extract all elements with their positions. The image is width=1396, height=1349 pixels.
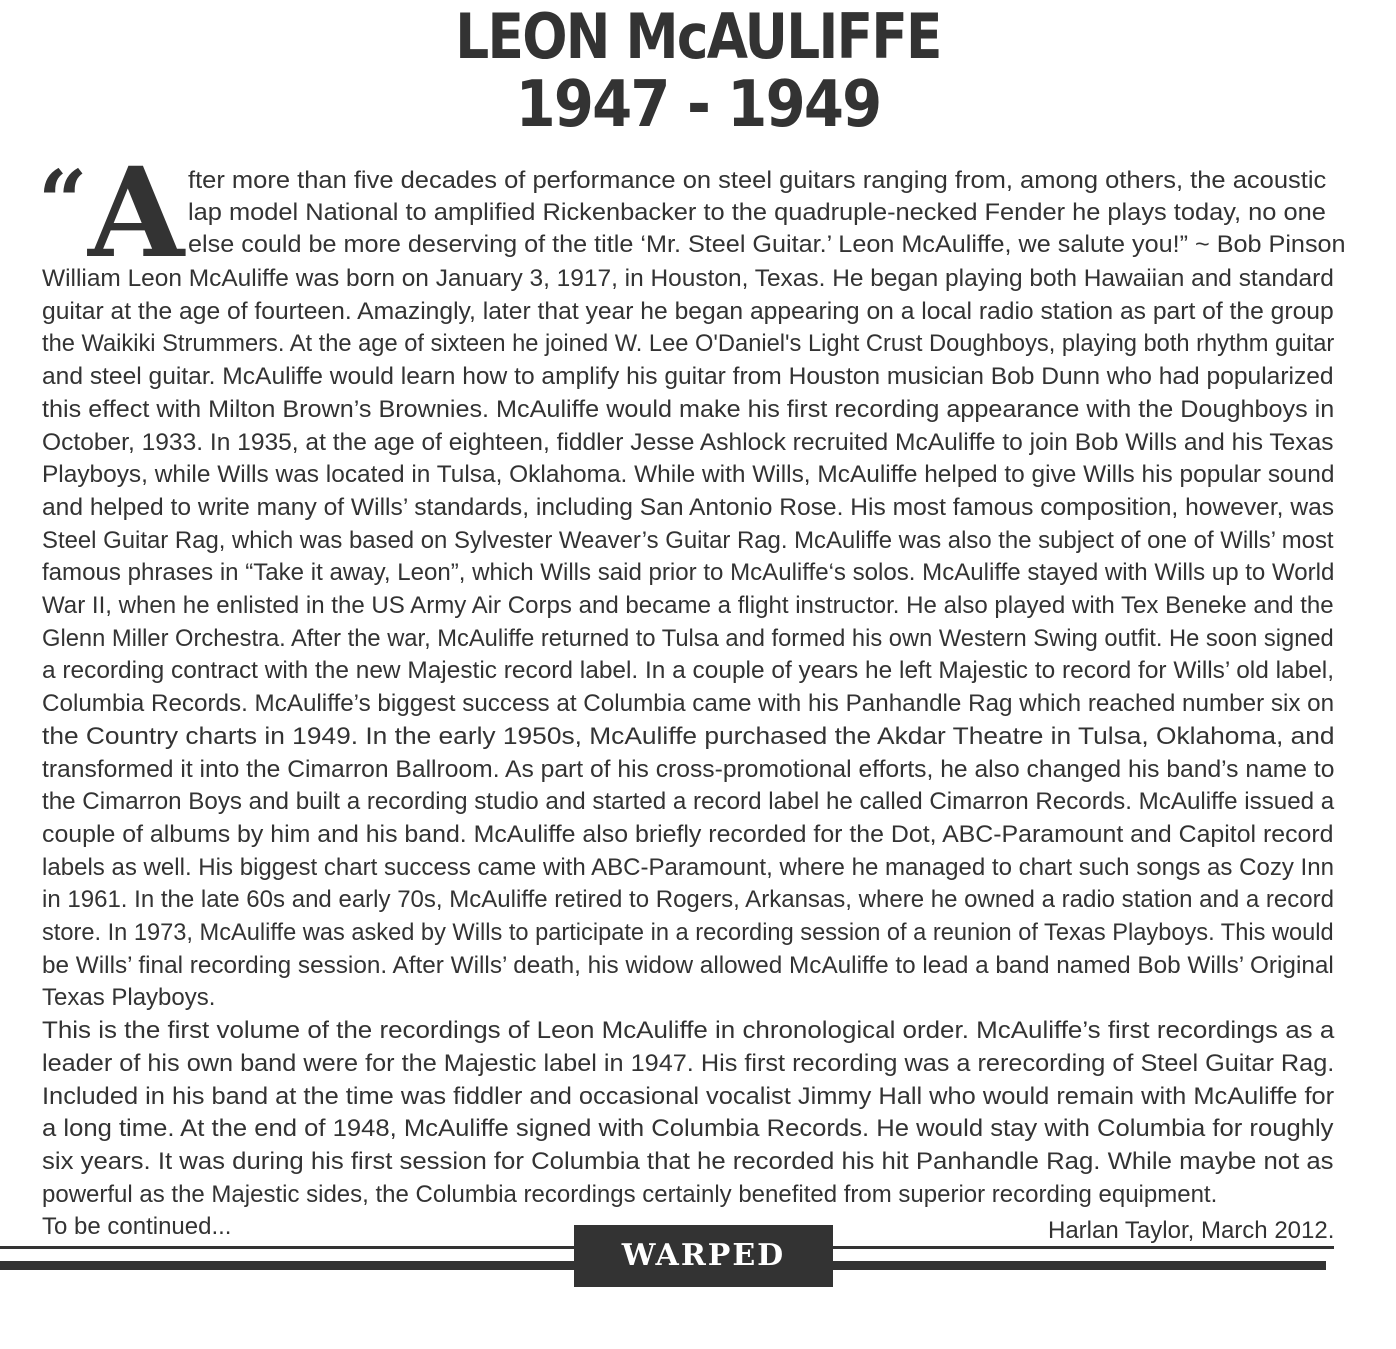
- quote-line: else could be more deserving of the title ‘Mr. Steel Guitar.’ Leon McAuliffe, we salute you!” ~ Bob Pinson: [188, 231, 1346, 258]
- body-line: Glenn Miller Orchestra. After the war, McAuliffe returned to Tulsa and formed his own Western Swing outfit. He soon signed: [42, 624, 1334, 652]
- body-line: powerful as the Majestic sides, the Columbia recordings certainly benefited from superior recording equipment.: [42, 1180, 1218, 1208]
- body-line: a recording contract with the new Majestic record label. In a couple of years he left Majestic to record for Wills’ old label,: [42, 657, 1335, 685]
- body-line: transformed it into the Cimarron Ballroom. As part of his cross-promotional efforts, he also changed his band’s name to: [42, 755, 1335, 783]
- body-line: and steel guitar. McAuliffe would learn how to amplify his guitar from Houston musician Bob Dunn who had popularized: [42, 363, 1334, 391]
- body-line: William Leon McAuliffe was born on January 3, 1917, in Houston, Texas. He began playing both Hawaiian and standard: [42, 265, 1334, 292]
- body-line: couple of albums by him and his band. McAuliffe also briefly recorded for the Dot, ABC-Paramount and Capitol record: [42, 820, 1334, 848]
- body-line: a long time. At the end of 1948, McAuliffe signed with Columbia Records. He would stay with Columbia for roughly: [42, 1115, 1334, 1143]
- body-line: This is the first volume of the recordings of Leon McAuliffe in chronological order. McAuliffe’s first recordings as a: [42, 1017, 1335, 1045]
- body-line: Texas Playboys.: [42, 984, 216, 1012]
- quote-line: fter more than five decades of performance on steel guitars ranging from, among others, the acoustic: [188, 167, 1327, 194]
- quote-line: lap model National to amplified Rickenbacker to the quadruple-necked Fender he plays today, no one: [188, 199, 1326, 226]
- body-line: be Wills’ final recording session. After Wills’ death, his widow allowed McAuliffe to lead a band named Bob Wills’ Original: [42, 951, 1334, 979]
- title-years: 1947 - 1949: [515, 68, 881, 142]
- body-line: guitar at the age of fourteen. Amazingly, later that year he began appearing on a local radio station as part of the group: [42, 297, 1334, 325]
- body-line: Steel Guitar Rag, which was based on Sylvester Weaver’s Guitar Rag. McAuliffe was also the subject of one of Wills’ most: [42, 526, 1334, 554]
- body-line: in 1961. In the late 60s and early 70s, McAuliffe retired to Rogers, Arkansas, where he owned a radio station and a record: [42, 886, 1334, 914]
- body-line: and helped to write many of Wills’ standards, including San Antonio Rose. His most famous composition, however, was: [42, 493, 1335, 521]
- catalog-number: 4740: [657, 1300, 750, 1335]
- body-line: Playboys, while Wills was located in Tulsa, Oklahoma. While with Wills, McAuliffe helped to give Wills his popular sound: [42, 461, 1335, 489]
- author-signature: Harlan Taylor, March 2012.: [1048, 1217, 1335, 1244]
- open-quote-mark: “: [38, 152, 88, 253]
- body-line: store. In 1973, McAuliffe was asked by Wills to participate in a recording session of a reunion of Texas Playboys. This would: [42, 919, 1334, 946]
- drop-cap: A: [88, 141, 185, 286]
- to-be-continued: To be continued...: [42, 1213, 232, 1240]
- label-name: WARPED: [621, 1238, 786, 1273]
- body-line: Included in his band at the time was fiddler and occasional vocalist Jimmy Hall who would remain with McAuliffe for: [42, 1082, 1335, 1110]
- body-line: labels as well. His biggest chart success came with ABC-Paramount, where he managed to chart such songs as Cozy Inn: [42, 853, 1334, 881]
- body-line: leader of his own band were for the Majestic label in 1947. His first recording was a rerecording of Steel Guitar Rag.: [42, 1049, 1335, 1077]
- body-line: War II, when he enlisted in the US Army Air Corps and became a flight instructor. He also played with Tex Beneke and the: [42, 592, 1334, 619]
- title-artist: LEON McAULIFFE: [455, 0, 941, 73]
- body-line: Columbia Records. McAuliffe’s biggest success at Columbia came with his Panhandle Rag which reached number six on: [42, 690, 1335, 718]
- body-line: the Waikiki Strummers. At the age of sixteen he joined W. Lee O'Daniel's Light Crust Doughboys, playing both rhythm guitar: [42, 330, 1335, 358]
- body-line: this effect with Milton Brown’s Brownies. McAuliffe would make his first recording appearance with the Doughboys in: [42, 395, 1335, 423]
- body-line: the Cimarron Boys and built a recording studio and started a record label he called Cimarron Records. McAuliffe issued a: [42, 788, 1335, 816]
- body-line: six years. It was during his first session for Columbia that he recorded his hit Panhandle Rag. While maybe not as: [42, 1147, 1334, 1175]
- body-line: the Country charts in 1949. In the early 1950s, McAuliffe purchased the Akdar Theatre in Tulsa, Oklahoma, and: [42, 722, 1335, 750]
- body-line: famous phrases in “Take it away, Leon”, which Wills said prior to McAuliffe‘s solos. McAuliffe stayed with Wills up to World: [42, 559, 1335, 587]
- catalog-badge: [574, 1225, 833, 1335]
- body-line: October, 1933. In 1935, at the age of eighteen, fiddler Jesse Ashlock recruited McAuliffe to join Bob Wills and his Texas: [42, 428, 1334, 456]
